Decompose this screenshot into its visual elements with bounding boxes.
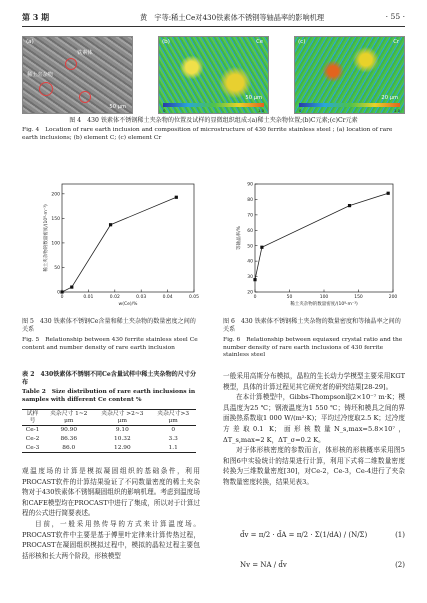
column-header: 夹杂尺寸>3 μm (150, 410, 196, 426)
equation-number: (1) (395, 531, 405, 539)
equation-2: Nv = NA / d̄v (240, 561, 287, 569)
color-scale-min: 0 (163, 108, 166, 113)
column-header: 夹杂尺寸 1~2 μm (43, 410, 94, 426)
fig4-caption-cn: 图 4 430 铁素体不锈钢稀土夹杂物的位置及试样的显微组织组成:(a)稀土夹杂物位置;(b)C元素;(c)Cr元素 (69, 117, 358, 124)
y-tick-label: 30 (247, 275, 253, 281)
panel-annotation: 铁素体 (77, 50, 93, 56)
element-map-panel-b (158, 36, 269, 114)
y-tick-label: 70 (247, 213, 253, 219)
fig5-caption-cn: 图 5 430 铁素体不锈钢Ce含量和稀土夹杂物的数量密度之间的关系 (22, 318, 196, 334)
inclusion-marker (65, 58, 77, 70)
y-tick-label: 60 (247, 228, 253, 234)
y-tick-label: 50 (54, 266, 60, 272)
x-tick-label: 0 (60, 295, 64, 300)
paragraph: 对于体形核密度的参数而言，体形核的形核概率采用图5和图6中实验统计的结果进行计算，利用下式将二维数量密度转换为三维数量密度[30]，对Ce-2，Ce-3，Ce-4进行了夹杂物数量密度转换，结果见表3。 (223, 446, 405, 486)
fig4-caption-en: Fig. 4 Location of rare earth inclusion and composition of microstructure of 430 ferrite stainless steel ; (a) location of rare earth inclusions; (b) element C; (c) element Cr (22, 127, 393, 141)
x-axis-label: w(Ce)/% (118, 302, 138, 307)
inclusion-marker (79, 91, 91, 103)
y-tick-label: 20 (247, 290, 253, 296)
table-cell: Ce-1 (25, 427, 40, 434)
table-cell: 90.90 (60, 427, 78, 434)
scale-bar-label: 50 μm (109, 104, 126, 110)
fig6-caption-en: Fig. 6 Relationship between equiaxed crystal ratio and the number density of rare earth inclusions of 430 ferrite stainless steel (223, 337, 403, 359)
x-tick-label: 150 (354, 295, 363, 300)
inclusion-marker (39, 82, 53, 96)
x-tick-label: 50 (286, 295, 293, 300)
series-line (62, 197, 176, 292)
table2-title-en: Table 2 Size distribution of rare earth inclusions in samples with different Ce content % (22, 388, 196, 403)
running-title: 黄 宇等:稀土Ce对430铁素体不锈钢等轴晶率的影响机理 (140, 13, 325, 22)
fig5-caption-en: Fig. 5 Relationship between 430 ferrite stainless steel Ce content and number density of rare earth inclusion (22, 337, 198, 351)
table-cell: 86.36 (60, 436, 78, 443)
fig6-plot (223, 178, 405, 313)
table-cell: 10.32 (114, 436, 131, 443)
y-axis-label: 等轴晶率/% (237, 226, 242, 250)
x-tick-label: 0 (253, 295, 257, 300)
table-header-row (22, 410, 196, 426)
x-tick-label: 0.03 (136, 295, 147, 300)
data-point (348, 204, 351, 207)
paragraph: 目前，一般采用热传导的方式来计算温度场。PROCAST软件中主要是基于傅里叶定律来计算传热过程，PROCAST在凝固组织模拟过程中，模拟的晶粒过程主要包括形核和长大两个阶段，形核模型 (22, 519, 200, 560)
y-tick-label: 50 (247, 244, 253, 250)
y-tick-label: 100 (51, 241, 60, 247)
table-cell: 3.3 (168, 436, 178, 443)
panel-annotation: 稀土夹杂物 (27, 72, 53, 78)
x-tick-label: 0.04 (162, 295, 173, 300)
data-point (70, 285, 73, 288)
data-point (109, 223, 112, 226)
table-cell: 12.90 (94, 443, 150, 452)
table-cell: Ce-3 (22, 443, 43, 452)
x-tick-label: 200 (388, 295, 398, 300)
panel-label: (c) (298, 39, 306, 45)
panel-label: (a) (26, 39, 34, 45)
column-header: 夹杂尺寸 >2~3 μm (94, 410, 150, 426)
x-tick-label: 0.05 (188, 295, 200, 300)
panel-label: (b) (162, 39, 170, 45)
x-tick-label: 100 (319, 295, 329, 300)
header-rule (22, 26, 405, 27)
fig5-chart (28, 178, 204, 313)
y-tick-label: 80 (247, 198, 253, 204)
equation-1: d̄v = π/2 · d̄A = π/2 · Σ(1/dA) / (N/Σ) (240, 531, 368, 539)
column-header: 试样号 (22, 410, 43, 426)
y-axis-label: 稀土夹杂物的数量密度/(10⁸·m⁻³) (44, 204, 49, 272)
y-tick-label: 90 (247, 182, 253, 188)
paragraph: 观温度场的计算是模拟凝固组织的基础条件，利用PROCAST软件的计算结果验证了不同数量密度的稀土夹杂物对于430铁素体不锈钢凝固组织的影响机理。考虑到温度场和CAFE模型均在PROCAST中进行了集成，所以对于计算过程的公式进行简要表述。 (22, 467, 201, 518)
table-row (22, 426, 196, 435)
left-body-text (22, 466, 200, 561)
x-tick-label: 0.01 (83, 295, 94, 300)
color-scale (163, 103, 264, 107)
scale-bar-label: 50 μm (245, 95, 262, 101)
fig6-chart (223, 178, 405, 313)
y-tick-label: 150 (51, 216, 60, 222)
element-map-panel-c (294, 36, 405, 114)
data-point (175, 196, 178, 199)
fig6-caption-cn: 图 6 430 铁素体不锈钢稀土夹杂物的数量密度和等轴晶率之间的关系 (223, 318, 401, 334)
issue-number: 第 3 期 (22, 12, 50, 22)
table-cell: 0 (171, 427, 176, 434)
equation-number: (2) (395, 561, 405, 569)
y-tick-label: 40 (247, 259, 253, 265)
fig5-plot (28, 178, 204, 313)
table2 (22, 409, 196, 453)
data-point (260, 246, 263, 249)
element-symbol: Cr (393, 39, 399, 45)
table-cell: 86.0 (43, 443, 94, 452)
table-cell: 1.1 (150, 443, 196, 452)
table-row (22, 435, 196, 444)
table-cell: Ce-2 (25, 436, 40, 443)
right-body-text (223, 371, 405, 488)
table-row (22, 443, 196, 452)
running-header (22, 12, 405, 24)
page-number: · 55 · (385, 12, 405, 21)
paragraph: 在本计算模型中，Gibbs-Thompson取2×10⁻⁷ m·K；模具温度为25 ℃；钢液温度为1 550 ℃；铸坯和模具之间的界面换热系数取1 000 W/(m²·K)；平均过冷度取2.5 K；过冷度方差取0.1 K；面形核数量N_s,max=5.8×10⁷，ΔT_s,max=2 K，ΔT_σ=0.2 K。 (223, 393, 405, 444)
color-scale-max: 1.0 (257, 108, 264, 113)
table-cell: 9.10 (115, 427, 129, 434)
scale-bar-label: 20 μm (381, 95, 398, 101)
x-axis-label: 稀土夹杂物的数量密度/(10⁸·m⁻³) (290, 302, 358, 307)
data-point (387, 192, 390, 195)
y-tick-label: 200 (51, 192, 60, 198)
series-line (255, 193, 388, 279)
data-point (60, 290, 63, 293)
element-symbol: Ce (256, 39, 263, 45)
color-scale-min: 0 (299, 108, 302, 113)
plot-frame (255, 184, 393, 292)
y-tick-label: 0 (57, 290, 60, 296)
x-tick-label: 0.02 (109, 295, 120, 300)
micrograph-panel-a (22, 36, 133, 114)
table2-title-cn: 表 2 430铁素体不锈钢不同Ce含量试样中稀土夹杂物的尺寸分布 (22, 371, 197, 387)
color-scale (299, 103, 400, 107)
data-point (253, 278, 256, 281)
color-scale-max: 1.0 (393, 108, 400, 113)
paragraph: 一般采用高斯分布模拟，晶粒的生长动力学模型主要采用KGT模型，具体的计算过程见其它研究者的研究结果[28-29]。 (223, 372, 405, 391)
plot-frame (62, 184, 194, 292)
